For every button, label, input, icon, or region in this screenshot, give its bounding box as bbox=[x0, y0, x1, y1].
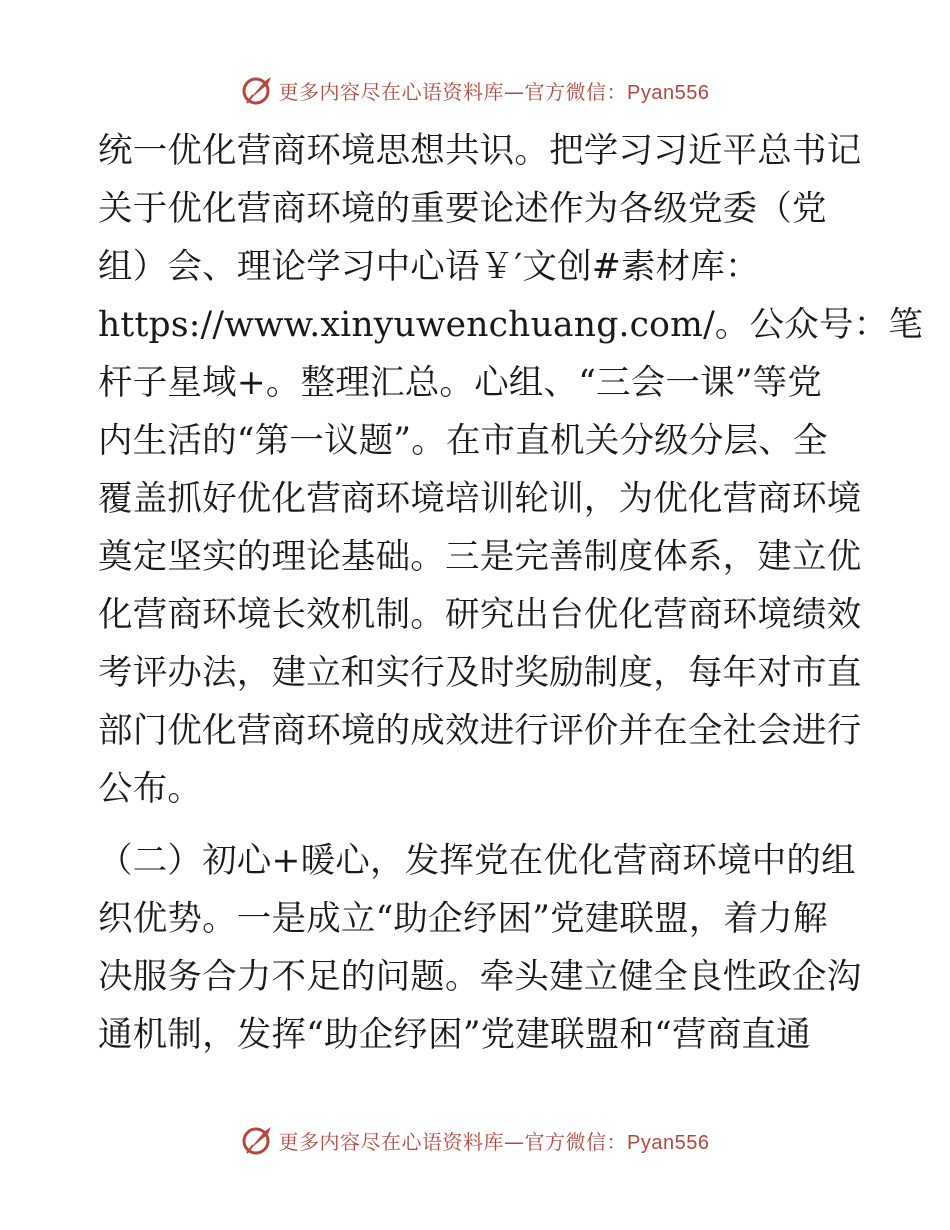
text-line: 部门优化营商环境的成效进行评价并在全社会进行 bbox=[98, 711, 862, 751]
document-body bbox=[98, 122, 924, 1064]
paragraph-1 bbox=[98, 122, 924, 818]
text-line: 决服务合力不足的问题。牵头建立健全良性政企沟 bbox=[98, 957, 862, 997]
text-line: 奠定坚实的理论基础。三是完善制度体系，建立优 bbox=[98, 537, 862, 577]
footer-banner bbox=[0, 1120, 950, 1160]
header-banner bbox=[0, 70, 950, 110]
quill-pen-logo-icon bbox=[241, 1123, 275, 1157]
text-line: 关于优化营商环境的重要论述作为各级党委（党 bbox=[98, 189, 827, 229]
text-line: 考评办法，建立和实行及时奖励制度，每年对市直 bbox=[98, 653, 862, 693]
text-line: 杆子星域+。整理汇总。心组、“三会一课”等党 bbox=[98, 363, 823, 403]
text-line: https://www.xinyuwenchuang.com/。公众号：笔 bbox=[98, 305, 924, 345]
text-line: 化营商环境长效机制。研究出台优化营商环境绩效 bbox=[98, 595, 862, 635]
paragraph-2 bbox=[98, 832, 862, 1064]
text-line: 覆盖抓好优化营商环境培训轮训，为优化营商环境 bbox=[98, 479, 862, 519]
paragraph-gap bbox=[98, 818, 850, 832]
text-line: 组）会、理论学习中心语￥′文创#素材库： bbox=[98, 247, 760, 287]
text-line: 统一优化营商环境思想共识。把学习习近平总书记 bbox=[98, 131, 862, 171]
text-line: 公布。 bbox=[98, 769, 203, 809]
text-line: 通机制，发挥“助企纾困”党建联盟和“营商直通 bbox=[98, 1015, 811, 1055]
header-banner-text: 更多内容尽在心语资料库—官方微信：Pyan556 bbox=[278, 79, 710, 104]
text-line: 织优势。一是成立“助企纾困”党建联盟，着力解 bbox=[98, 899, 828, 939]
text-line: （二）初心+暖心，发挥党在优化营商环境中的组 bbox=[98, 841, 856, 881]
footer-banner-text: 更多内容尽在心语资料库—官方微信：Pyan556 bbox=[278, 1129, 710, 1154]
quill-pen-logo-icon bbox=[241, 73, 275, 107]
text-line: 内生活的“第一议题”。在市直机关分级分层、全 bbox=[98, 421, 828, 461]
